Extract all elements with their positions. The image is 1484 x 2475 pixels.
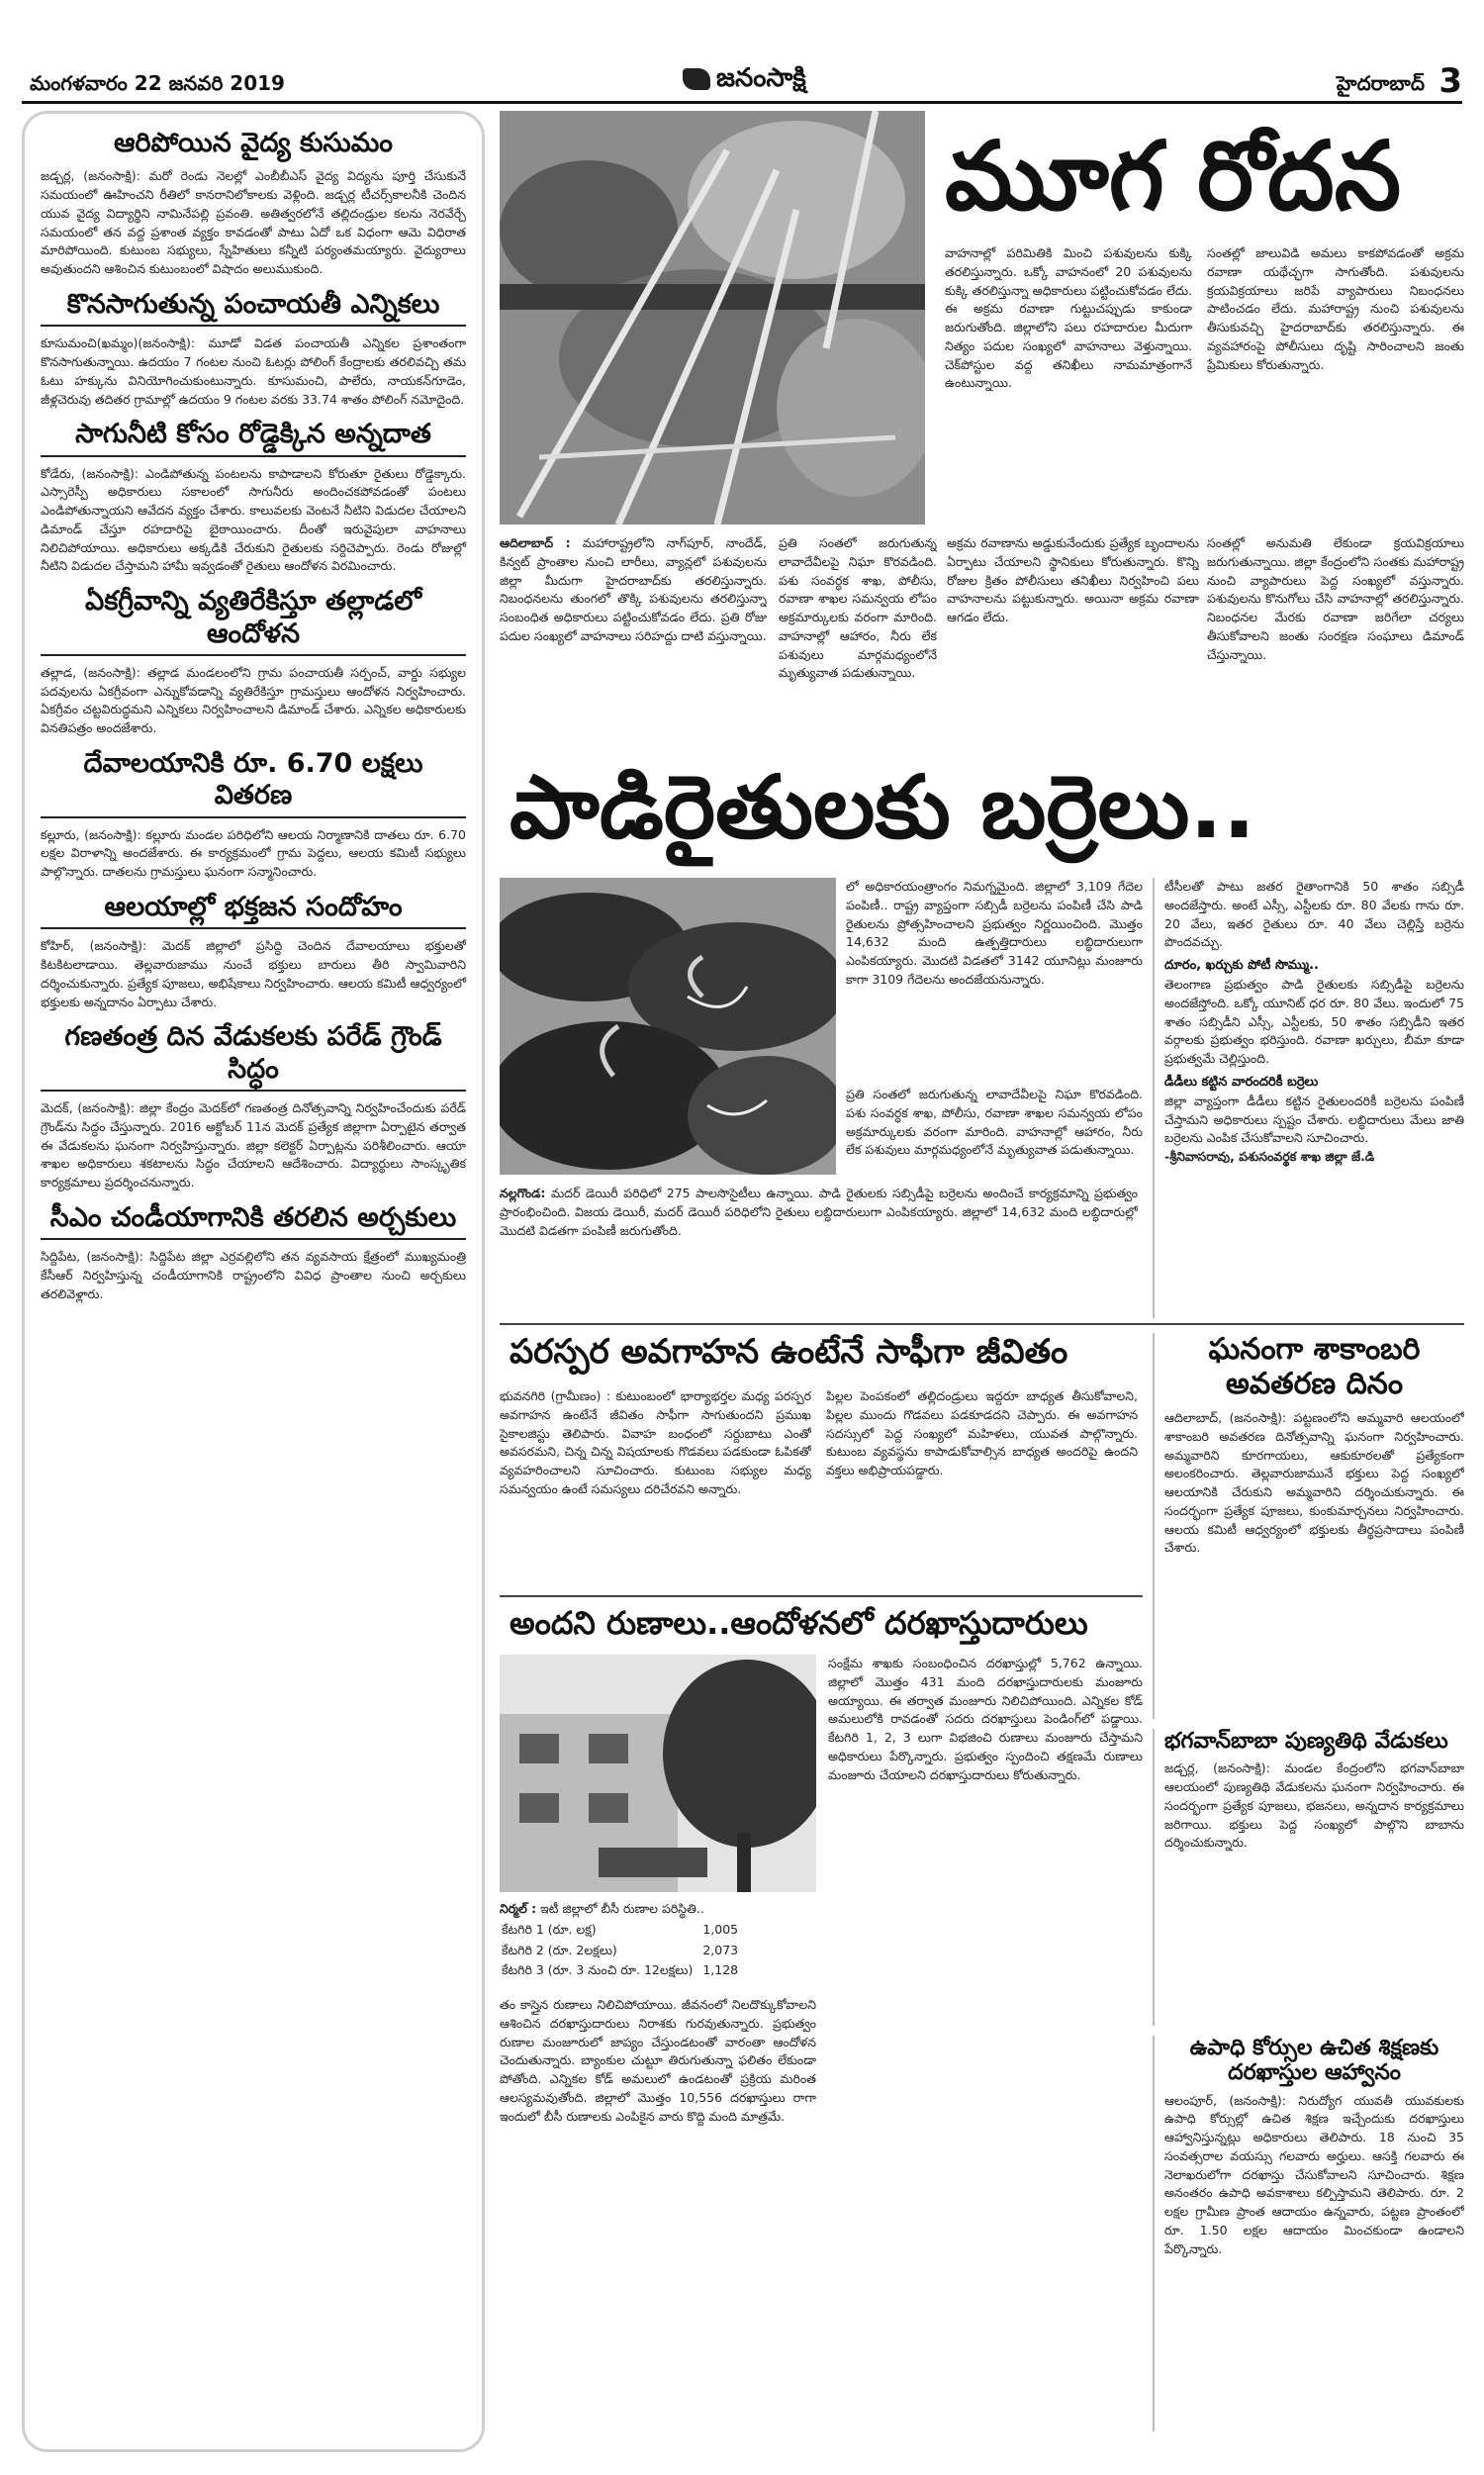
story-headline: పాడిరైతులకు బర్రెలు.. xyxy=(510,756,1256,858)
section-divider xyxy=(500,1595,1143,1597)
section-divider xyxy=(500,1323,1464,1325)
issue-date: మంగళవారం 22 జనవరి 2019 xyxy=(30,71,285,95)
story-body-column: ఆలంపూర్, (జనంసాక్షి): నిరుద్యోగ యువతీ యువకులకు ఉపాధి కోర్సుల్లో ఉచిత శిక్షణ ఇచ్చేందుకు దరఖాస్తులు ఆహ్వానిస్తున్నట్లు అధికారులు తెలిపారు. 18 నుంచి 35 సంవత్సరాల వయస్సు గలవారు అర్హులు. ఆసక్తి గలవారు ఈ నెలాఖరులోగా దరఖాస్తు చేసుకోవాలని సూచించారు. శిక్షణ అనంతరం ఉపాధి అవకాశాలు కల్పిస్తామని తెలిపారు. రూ. 2 లక్షల గ్రామీణ ప్రాంత ఆదాయం ఉన్నవారు, పట్టణ ప్రాంతంలో రూ. 1.50 లక్షల ఆదాయం మించకుండా ఉండాలని పేర్కొన్నారు. xyxy=(1164,2092,1464,2256)
table-row xyxy=(502,1921,746,1940)
story-headline: భగవాన్‌బాబా పుణ్యతిథి వేడుకలు xyxy=(1164,1729,1448,1754)
table-cell: 1,128 xyxy=(702,1962,739,1978)
newspaper-name: జనంసాక్షి xyxy=(716,63,806,93)
story-body-column: ఆదిలాబాద్, (జనంసాక్షి): పట్టణంలోని అమ్మవారి ఆలయంలో శాకాంబరి అవతరణ దినోత్సవాన్ని ఘనంగా నిర్వహించారు. అమ్మవారిని కూరగాయలు, ఆకుకూరలతో ప్రత్యేకంగా అలంకరించారు. తెల్లవారుజామునే భక్తులు పెద్ద సంఖ్యలో ఆలయానికి చేరుకుని అమ్మవారిని దర్శించుకున్నారు. ఈ సందర్భంగా ప్రత్యేక పూజలు, కుంకుమార్చనలు నిర్వహించారు. ఆలయ కమిటీ ఆధ్వర్యంలో భక్తులకు తీర్థప్రసాదాలు పంపిణీ చేశారు. xyxy=(1164,1410,1464,1556)
story-body-column: సంతల్లో అనుమతి లేకుండా క్రయవిక్రయాలు జరుగుతున్నాయి. జిల్లా కేంద్రంలోని సంతకు మహారాష్ట్ర నుంచి వ్యాపారులు పెద్ద సంఖ్యలో వస్తున్నారు. పశువులను కొనుగోలు చేసి వాహనాల్లో తరలిస్తున్నారు. నిబంధనల మేరకు రవాణా జరిగేలా చర్యలు తీసుకోవాలని జంతు సంరక్షణ సంఘాలు డిమాండ్ చేస్తున్నాయి. xyxy=(1207,535,1464,662)
masthead-rule xyxy=(22,101,1462,104)
main-news-area xyxy=(500,111,1464,2452)
story-body-column: సంతల్లో జాలువిడి అమలు కాకపోవడంతో అక్రమ రవాణా యథేచ్ఛగా సాగుతోంది. పశువులను క్రయవిక్రయాలు జరిపే వ్యాపారులు నిబంధనలు పాటించడం లేదు. మహారాష్ట్ర నుంచి పశువులను తీసుకువచ్చి హైదరాబాద్‌కు తరలిస్తున్నారు. ఈ వ్యవహారంపై పోలీసులు దృష్టి సారించాలని జంతు ప్రేమికులు కోరుతున్నారు. xyxy=(1207,245,1464,372)
masthead xyxy=(0,0,1484,103)
story-body-column: జడ్చర్ల, (జనంసాక్షి): మండల కేంద్రంలోని భగవాన్‌బాబా ఆలయంలో పుణ్యతిథి వేడుకలను ఘనంగా నిర్వహించారు. ఈ సందర్భంగా ప్రత్యేక పూజలు, భజనలు, అన్నదాన కార్యక్రమాలు జరిగాయి. భక్తులు పెద్ద సంఖ్యలో పాల్గొని బాబాను దర్శించుకున్నారు. xyxy=(1164,1761,1464,1851)
story-body-column: టీసీలతో పాటు జతర రైతాంగానికి 50 శాతం సబ్సిడీ అందజేస్తారు. అంటే ఎస్సీ, ఎస్టీలకు రూ. 80 వేలకు గాను రూ. 20 వేలు, ఇతర రైతులు రూ. 40 వేలు చెల్లిస్తే బర్రెను పొందవచ్చు. xyxy=(1164,879,1464,950)
article-body: కల్లూరు, (జనంసాక్షి): కల్లూరు మండల పరిధిలోని ఆలయ నిర్మాణానికి దాతలు రూ. 6.70 లక్షల విరాళాన్ని అందజేశారు. ఈ కార్యక్రమంలో గ్రామ పెద్దలు, ఆలయ కమిటీ సభ్యులు పాల్గొన్నారు. దాతలను గ్రామస్తులు ఘనంగా సన్మానించారు. xyxy=(41,826,466,880)
photo-caption xyxy=(500,534,767,772)
article-headline: ఆలయాల్లో భక్తజన సందోహం xyxy=(41,892,466,929)
caption-text: ఇటీ జిల్లాలో బీసీ రుణాల పరిస్థితి.. xyxy=(540,1901,704,1916)
loan-category-table xyxy=(500,1919,748,1982)
story-body-column: జిల్లా వ్యాప్తంగా డీడీలు కట్టిన రైతులందరికీ బర్రెలను పంపిణీ చేస్తామని అధికారులు స్పష్టం చేశారు. లబ్ధిదారులు మేలు జాతి బర్రెలను ఎంపిక చేసుకోవాలని సూచించారు. xyxy=(1164,1093,1464,1146)
article-body: కూసుమంచి(ఖమ్మం)(జనంసాక్షి): మూడో విడత పంచాయతీ ఎన్నికల ప్రశాంతంగా కొనసాగుతున్నాయి. ఉదయం 7 గంటల నుంచి ఓటర్లు పోలింగ్ కేంద్రాలకు తరలివచ్చి తమ ఓటు హక్కును వినియోగించుకుంటున్నారు. కూసుమంచి, పాలేరు, నాయకన్‌గూడెం, జీళ్లచెరువు తదితర గ్రామాల్లో ఉదయం 9 గంటల వరకు 33.74 శాతం పోలింగ్ నమోదైంది. xyxy=(41,335,466,407)
story-body-column: సంక్షేమ శాఖకు సంబంధించిన దరఖాస్తుల్లో 5,762 ఉన్నాయి. జిల్లాలో మొత్తం 431 మంది దరఖాస్తుదారులకు మంజూరు అయ్యాయి. ఈ తర్వాత మంజూరు నిలిచిపోయింది. ఎన్నికల కోడ్ అమలులోకి రావడంతో సదరు దరఖాస్తులు పెండింగ్‌లో పడ్డాయి. కేటగిరి 1, 2, 3 లుగా విభజించి రుణాలు మంజూరు చేస్తామని అధికారులు పేర్కొన్నారు. ప్రభుత్వం స్పందించి తక్షణమే రుణాలు మంజూరు చేయాలని దరఖాస్తుదారులు కోరుతున్నారు. xyxy=(828,1656,1143,1782)
caption-dateline: నల్లగొండ: xyxy=(500,1186,546,1200)
caption-dateline: ఆదిలాబాద్ : xyxy=(500,535,571,550)
story-body-column: లో అధికారయంత్రాంగం నిమగ్నమైంది. జిల్లాలో 3,109 గేదెల పంపిణీ.. రాష్ట్ర వ్యాప్తంగా సబ్సిడీ బర్రెలను పంపిణీ చేసి పాడి రైతులను ప్రోత్సహించాలని ప్రభుత్వం నిర్ణయించింది. మొత్తం 14,632 మంది ఉత్పత్తిదారులు లబ్ధిదారులుగా ఎంపికయ్యారు. మొదటి విడతలో 3142 యూనిట్లు మంజూరు కాగా 3109 గేదెలను అందజేయనున్నారు. xyxy=(846,879,1143,987)
article-body: మెదక్, (జనంసాక్షి): జిల్లా కేంద్రం మెదక్‌లో గణతంత్ర దినోత్సవాన్ని నిర్వహించేందుకు పరేడ్ గ్రౌండ్‌ను సిద్ధం చేస్తున్నారు. 2016 అక్టోబర్ 11న మెదక్ ప్రత్యేక జిల్లాగా ఏర్పాటైన తర్వాత ఈ వేడుకలను ఘనంగా నిర్వహిస్తున్నారు. జిల్లా కలెక్టర్ ఏర్పాట్లను పరిశీలించారు. ఆయా శాఖల అధికారులు శకటాలను సిద్ధం చేయాలని ఆదేశించారు. విద్యార్థులు సాంస్కృతిక కార్యక్రమాలు ప్రదర్శించనున్నారు. xyxy=(41,1100,466,1190)
table-cell: కేటగిరి 3 (రూ. 3 నుంచి రూ. 12లక్షలు) xyxy=(502,1962,694,1978)
sidebar-box xyxy=(1153,2036,1464,2431)
logo-icon xyxy=(683,68,710,90)
table-row xyxy=(502,1942,746,1960)
article-body: కోహిర్, (జనంసాక్షి): మెదక్ జిల్లాలో ప్రసిద్ధి చెందిన దేవాలయాలు భక్తులతో కిటకిటలాడాయి. తెల్లవారుజాము నుంచే భక్తులు బారులు తీరి స్వామివారిని దర్శించుకున్నారు. ప్రత్యేక పూజలు, అభిషేకాలు నిర్వహించారు. ఆలయ కమిటీ ఆధ్వర్యంలో భక్తులకు అన్నదానం ఏర్పాటు చేశారు. xyxy=(41,938,466,1009)
cattle-truck-photo xyxy=(500,111,925,524)
article-body: జడ్చర్ల, (జనంసాక్షి): మరో రెండు నెలల్లో ఎంబీబీఎస్ వైద్య విద్యను పూర్తి చేసుకునే సమయంలో ఊహించని రీతిలో కానరానిలోకాలకు వెళ్లింది. జడ్చర్ల టీచర్స్‌కాలనీకి చెందిన యువ వైద్య విద్యార్థిని నామినేపల్లి ప్రవంతి. అతిత్వరలోనే తల్లిదండ్రుల కలను నెరవేర్చే సమయంలో తన వద్ద ప్రశాంత వ్యక్తం కావడంతో పాటు ఏదో ఒక విధంగా ఆమె విధిరాత మారిపోయింది. కుటుంబ సభ్యులు, స్నేహితులు కన్నీటి పర్యంతమయ్యారు. వైద్యురాలు అవుతుందని ఆశించిన కుటుంబంలో విషాదం అలుముకుంది. xyxy=(41,168,466,277)
byline: -శ్రీనివాసరావు, పశుసంవర్థక శాఖ జిల్లా జే.డి xyxy=(1164,1149,1375,1164)
page-number: 3 xyxy=(1438,61,1462,101)
caption-text: మహారాష్ట్రలోని నాగ్‌పూర్, నాందేడ్, కిన్వట్ ప్రాంతాల నుంచి లారీలు, వ్యాన్లలో పశువులను జిల్లా మీదుగా హైదరాబాద్‌కు తరలిస్తున్నారు. నిబంధనలను తుంగలో తొక్కి పశువులను తరలిస్తున్నా సంబంధిత అధికారులు పట్టించుకోవడం లేదు. ప్రతి రోజు పదుల సంఖ్యలో వాహనాలు సరిహద్దు దాటి వస్తున్నాయి. xyxy=(500,535,767,643)
newspaper-logo xyxy=(683,63,806,99)
left-news-column xyxy=(22,111,485,2452)
story-body-column: వాహనాల్లో పరిమితికి మించి పశువులను కుక్కి తరలిస్తున్నారు. ఒక్కో వాహనంలో 20 పశువులను కుక్కి తరలిస్తున్నా అధికారులు పట్టించుకోవడం లేదు. ఈ అక్రమ రవాణా గుట్టుచప్పుడు కాకుండా జరుగుతోంది. జిల్లాలోని పలు రహదారుల మీదుగా నిత్యం పదుల సంఖ్యలో వాహనాలు వెళ్తున్నాయి. చెక్‌పోస్టుల వద్ద తనిఖీలు నామమాత్రంగానే ఉంటున్నాయి. xyxy=(945,245,1192,391)
story-body-column: భువనగిరి (గ్రామీణం) : కుటుంబంలో భార్యాభర్తల మధ్య పరస్పర అవగాహన ఉంటేనే జీవితం సాఫీగా సాగుతుందని ప్రముఖ సైకాలజిస్టు తెలిపారు. వివాహ బంధంలో సర్దుబాటు ఎంతో అవసరమని, చిన్న చిన్న విషయాలకు గొడవలు పడకుండా ఓపికతో వ్యవహరించాలని సూచించారు. కుటుంబ సభ్యుల మధ్య సమన్వయం ఉంటే సమస్యలు దరిచేరవని అన్నారు. xyxy=(500,1388,811,1496)
article-headline: కొనసాగుతున్న పంచాయతీ ఎన్నికలు xyxy=(41,289,466,327)
story-headline: పరస్పర అవగాహన ఉంటేనే సాఫీగా జీవితం xyxy=(510,1332,1068,1372)
article-headline: సీఎం చండీయాగానికి తరలిన అర్చకులు xyxy=(41,1202,466,1240)
caption-dateline: నిర్మల్ : xyxy=(500,1901,537,1916)
story-headline: ఉపాధి కోర్సుల ఉచిత శిక్షణకు దరఖాస్తుల ఆహ్వానం xyxy=(1189,2036,1439,2086)
buffalo-photo xyxy=(500,878,836,1175)
sidebar-box xyxy=(1153,878,1464,1318)
article-body: కోడేరు, (జనంసాక్షి): ఎండిపోతున్న పంటలను కాపాడాలని కోరుతూ రైతులు రోడ్డెక్కారు. ఎస్సారెస్పీ అధికారులు సకాలంలో సాగునీరు అందించకపోవడంతో పంటలు ఎండిపోతున్నాయని ఆవేదన వ్యక్తం చేశారు. కాలువలకు వెంటనే నీటిని విడుదల చేయాలని డిమాండ్ చేస్తూ రహదారిపై బైఠాయించారు. దీంతో ఇరువైపులా వాహనాలు నిలిచిపోయాయి. అధికారులు అక్కడికి చేరుకుని రైతులకు సర్దిచెప్పారు. రెండు రోజుల్లో నీటిని విడుదల చేస్తామని హామీ ఇవ్వడంతో రైతులు ఆందోళన విరమించారు. xyxy=(41,465,466,574)
subheading: దూరం, ఖర్చుకు పోటీ సొమ్ము.. xyxy=(1164,958,1319,973)
story-body-column: అక్రమ రవాణాను అడ్డుకునేందుకు ప్రత్యేక బృందాలను ఏర్పాటు చేయాలని స్థానికులు కోరుతున్నారు. కొన్ని రోజుల క్రితం పోలీసులు తనిఖీలు నిర్వహించి పలు వాహనాలను పట్టుకున్నారు. అయినా అక్రమ రవాణా ఆగడం లేదు. xyxy=(947,535,1199,624)
article-headline: సాగునీటి కోసం రోడ్డెక్కిన అన్నదాత xyxy=(41,419,466,456)
table-cell: 2,073 xyxy=(702,1942,739,1957)
story-body-column: తెలంగాణ ప్రభుత్వం పాడి రైతులకు సబ్సిడీపై బర్రెలను అందజేస్తోంది. ఒక్కో యూనిట్ ధర రూ. 80 వేలు. ఇందులో 75 శాతం సబ్సిడీని ఎస్సీ, ఎస్టీలకు, 50 శాతం సబ్సిడీని ఇతర వర్గాలకు ప్రభుత్వం భరిస్తుంది. రవాణా ఖర్చులు, బీమా కూడా ప్రభుత్వమే చెల్లిస్తుంది. xyxy=(1164,977,1464,1066)
table-cell: కేటగిరి 1 (రూ. లక్ష) xyxy=(502,1921,597,1937)
photo-caption xyxy=(500,1900,816,1989)
story-body-column: తం కాస్తైన రుణాలు నిలిచిపోయాయి. జీవనంలో నిలదొక్కుకోవాలని ఆశించిన దరఖాస్తుదారులు నిరాశకు గురవుతున్నారు. ప్రభుత్వం రుణాల మంజూరులో జాప్యం చేస్తుండటంతో వారంతా ఆందోళన చెందుతున్నారు. బ్యాంకుల చుట్టూ తిరుగుతున్నా ఫలితం లేకుండా పోతోంది. ఎన్నికల కోడ్ అమలులో ఉండటంతో ప్రక్రియ మరింత ఆలస్యమవుతోంది. జిల్లాలో మొత్తం 10,556 దరఖాస్తులు రాగా ఇందులో బీసీ రుణాలకు ఎంపికైన వారు కొద్ది మంది మాత్రమే. xyxy=(500,1997,816,2124)
sidebar-box xyxy=(1153,1729,1464,2026)
office-building-photo xyxy=(500,1655,816,1892)
table-cell: కేటగిరి 2 (రూ. 2లక్షలు) xyxy=(502,1942,617,1957)
article-headline: ఆరిపోయిన వైద్య కుసుమం xyxy=(114,128,393,158)
article-headline: ఏకగ్రీవాన్ని వ్యతిరేకిస్తూ తల్లాడలో ఆందోళన xyxy=(41,586,466,656)
story-headline: అందని రుణాలు..ఆందోళనలో దరఖాస్తుదారులు xyxy=(510,1604,1088,1642)
story-headline: మూగ రోదన xyxy=(945,121,1402,232)
caption-text: మదర్ డెయిరీ పరిధిలో 275 పాలసొసైటీలు ఉన్నాయి. పాడి రైతులకు సబ్సిడీపై బర్రెలను అందించే కార్యక్రమాన్ని ప్రభుత్వం ప్రారంభించింది. విజయ డెయిరీ, మదర్ డెయిరీ పరిధిలోని రైతులు లబ్ధిదారులుగా ఎంపికయ్యారు. జిల్లాలో 14,632 మంది లబ్ధిదారుల్లో మొదటి విడతగా పంపిణీ జరుగుతోంది. xyxy=(500,1186,1138,1238)
story-body-column: పిల్లల పెంపకంలో తల్లిదండ్రులు ఇద్దరూ బాధ్యత తీసుకోవాలని, పిల్లల ముందు గొడవలు పడకూడదని చెప్పారు. ఈ అవగాహన సదస్సులో పెద్ద సంఖ్యలో మహిళలు, యువత పాల్గొన్నారు. కుటుంబ వ్యవస్థను కాపాడుకోవాల్సిన బాధ్యత అందరిపై ఉందని వక్తలు అభిప్రాయపడ్డారు. xyxy=(826,1388,1138,1477)
article-headline: గణతంత్ర దిన వేడుకలకు పరేడ్ గ్రౌండ్ సిద్ధం xyxy=(41,1021,466,1092)
article-headline: దేవాలయానికి రూ. 6.70 లక్షలు వితరణ xyxy=(41,748,466,818)
table-row xyxy=(502,1961,746,1980)
edition-city: హైదరాబాద్ xyxy=(1336,71,1425,95)
article-body: సిద్దిపేట, (జనంసాక్షి): సిద్దిపేట జిల్లా ఎర్రవల్లిలోని తన వ్యవసాయ క్షేత్రంలో ముఖ్యమంత్రి కేసీఆర్ నిర్వహిస్తున్న చండీయాగానికి రాష్ట్రంలోని వివిధ ప్రాంతాల నుంచి అర్చకులు తరలివెళ్లారు. xyxy=(41,1249,466,1301)
photo-caption xyxy=(500,1185,1138,1313)
table-cell: 1,005 xyxy=(702,1921,739,1937)
story-headline: ఘనంగా శాకాంబరి అవతరణ దినం xyxy=(1208,1332,1421,1401)
article-body: తల్లాడ, (జనంసాక్షి): తల్లాడ మండలంలోని గ్రామ పంచాయతీ సర్పంచ్, వార్డు సభ్యుల పదవులను ఏకగ్రీవంగా ఎన్నుకోవడాన్ని వ్యతిరేకిస్తూ గ్రామస్తులు ఆందోళన నిర్వహించారు. ఏకగ్రీవం చట్టవిరుద్ధమని ఎన్నికలు నిర్వహించాలని డిమాండ్ చేశారు. ఎన్నికల అధికారులకు వినతిపత్రం అందజేశారు. xyxy=(41,664,466,736)
story-body-column: ప్రతి సంతలో జరుగుతున్న లావాదేవీలపై నిఘా కొరవడింది. పశు సంవర్ధక శాఖ, పోలీసు, రవాణా శాఖల సమన్వయ లోపం అక్రమార్కులకు వరంగా మారింది. వాహనాల్లో ఆహారం, నీరు లేక పశువులు మార్గమధ్యంలోనే మృత్యువాత పడుతున్నాయి. xyxy=(779,535,937,681)
subheading: డీడీలు కట్టిన వారందరికీ బర్రెలు xyxy=(1164,1074,1319,1090)
story-body-column: ప్రతి సంతలో జరుగుతున్న లావాదేవీలపై నిఘా కొరవడింది. పశు సంవర్ధక శాఖ, పోలీసు, రవాణా శాఖల సమన్వయ లోపం అక్రమార్కులకు వరంగా మారింది. వాహనాల్లో ఆహారం, నీరు లేక పశువులు మార్గమధ్యంలోనే మృత్యువాత పడుతున్నాయి. xyxy=(846,1087,1143,1158)
sidebar-box xyxy=(1153,1333,1464,1719)
